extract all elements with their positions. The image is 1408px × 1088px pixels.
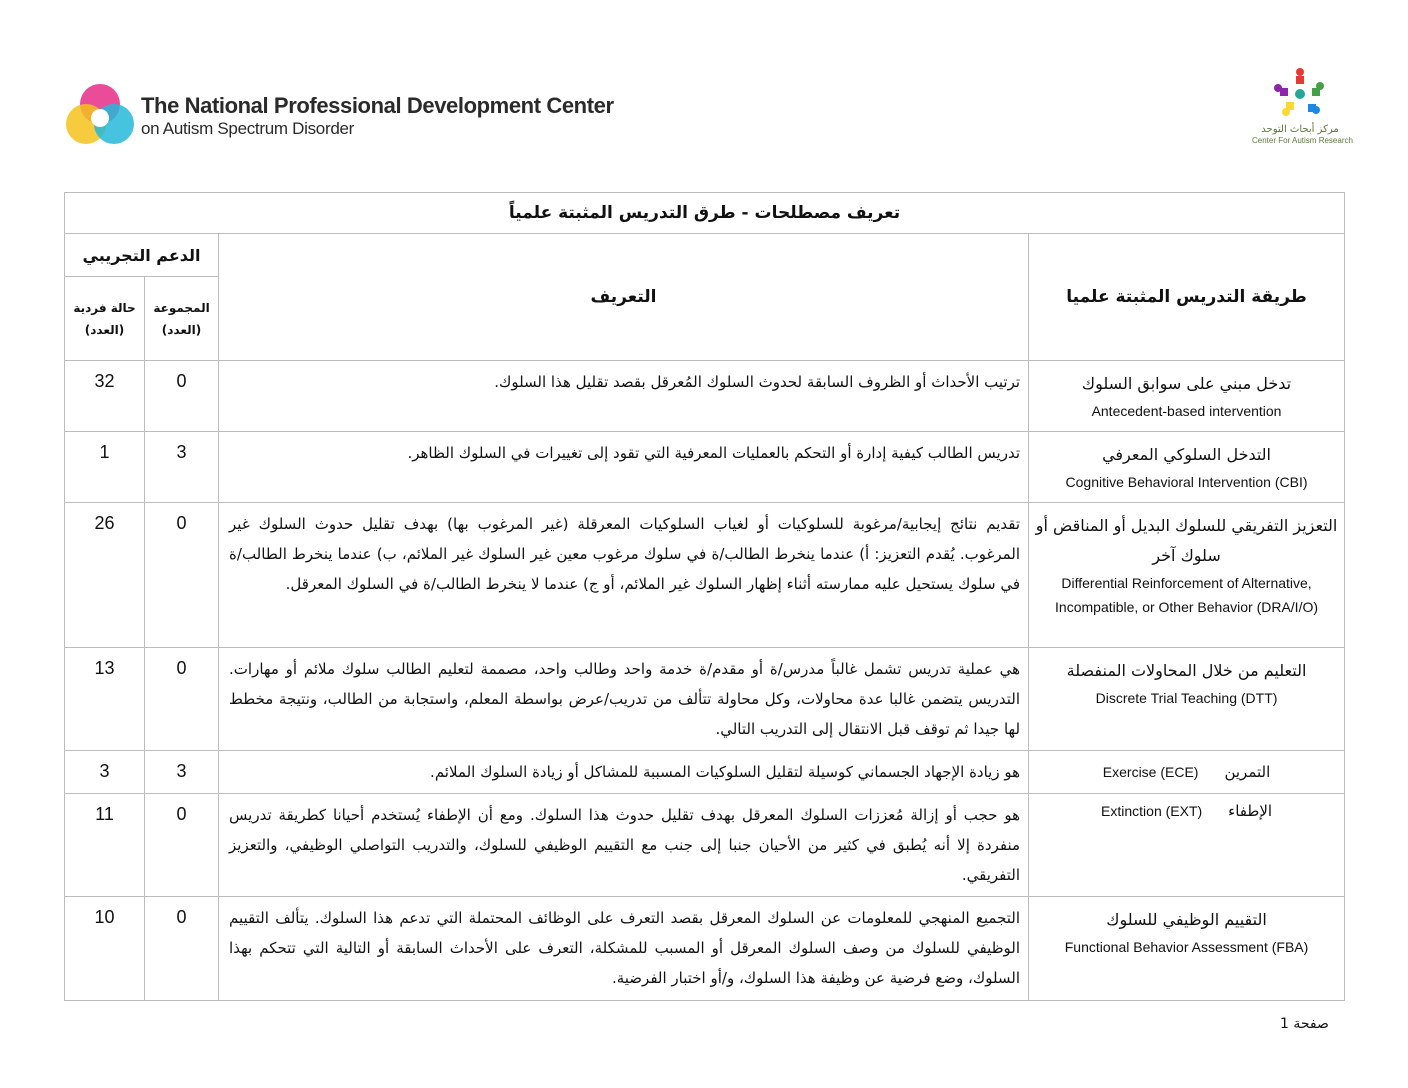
method-english: Discrete Trial Teaching (DTT): [1095, 690, 1278, 706]
method-english: Functional Behavior Assessment (FBA): [1064, 939, 1309, 955]
single-case-count: 1: [65, 432, 145, 503]
group-count: 3: [145, 432, 219, 503]
header-method: طريقة التدريس المثبتة علميا: [1029, 234, 1345, 361]
method-english: Cognitive Behavioral Intervention (CBI): [1065, 474, 1308, 490]
group-count: 0: [145, 648, 219, 751]
table-row: [65, 432, 1345, 503]
method-arabic: التقييم الوظيفي للسلوك: [1106, 910, 1267, 929]
table-row: [65, 751, 1345, 794]
method-arabic: التعزيز التفريقي للسلوك البديل أو المناقض أو سلوك آخر: [1035, 516, 1338, 565]
ebp-definitions-table: [64, 192, 1345, 1001]
table-row: [65, 794, 1345, 897]
group-count: 0: [145, 503, 219, 648]
method-cell: [1029, 432, 1345, 503]
table-title: تعريف مصطلحات - طرق التدريس المثبتة علمياً: [65, 193, 1345, 234]
method-cell: [1029, 897, 1345, 1001]
group-count: 3: [145, 751, 219, 794]
page-header: [0, 0, 1408, 170]
page-number: صفحة 1: [1280, 1016, 1329, 1032]
group-count: 0: [145, 361, 219, 432]
method-cell: [1029, 794, 1345, 897]
single-case-count: 26: [65, 503, 145, 648]
method-english: Exercise (ECE): [1102, 764, 1199, 780]
method-cell: [1029, 361, 1345, 432]
group-count: 0: [145, 794, 219, 897]
method-cell: [1029, 648, 1345, 751]
method-arabic: الإطفاء: [1228, 802, 1273, 820]
table-row: [65, 503, 1345, 648]
method-cell: [1029, 503, 1345, 648]
npdc-logo-icon: [66, 82, 136, 148]
car-puzzle-figures-icon: [1270, 64, 1330, 124]
single-case-count: 32: [65, 361, 145, 432]
method-arabic: التعليم من خلال المحاولات المنفصلة: [1066, 661, 1307, 680]
definition-cell: هو زيادة الإجهاد الجسماني كوسيلة لتقليل السلوكيات المسببة للمشاكل أو زيادة السلوك الملائم.: [219, 751, 1029, 794]
table-row: [65, 361, 1345, 432]
header-empirical-support: الدعم التجريبي: [65, 234, 219, 277]
npdc-subtitle: on Autism Spectrum Disorder: [141, 119, 354, 138]
method-english: Antecedent-based intervention: [1091, 403, 1282, 419]
table-row: [65, 897, 1345, 1001]
method-arabic: التمرين: [1224, 763, 1271, 781]
method-arabic: تدخل مبني على سوابق السلوك: [1081, 374, 1292, 393]
header-definition: التعريف: [219, 234, 1029, 361]
definition-cell: هي عملية تدريس تشمل غالباً مدرس/ة أو مقدم/ة خدمة واحد وطالب واحد، مصممة لتعليم الطالب سلوك ملائم أو مهارات. التدريس يتضمن غالبا عدة محاولات، وكل محاولة تتألف من تدريب/عرض بواسطة المعلم، واستجابة من الطالب، ونتيجة مخطط لها جيدا ثم توقف قبل الانتقال إلى التدريب التالي.: [219, 648, 1029, 751]
npdc-title: The National Professional Development Center: [141, 93, 614, 118]
definition-cell: تدريس الطالب كيفية إدارة أو التحكم بالعمليات المعرفية التي تقود إلى تغييرات في السلوك الظاهر.: [219, 432, 1029, 503]
table-row: [65, 648, 1345, 751]
definition-cell: هو حجب أو إزالة مُعززات السلوك المعرقل بهدف تقليل حدوث هذا السلوك. ومع أن الإطفاء يُستخدم أحيانا كطريقة تدريس منفردة إلا أنه يُطبق في كثير من الأحيان جنبا إلى جنب مع التقييم الوظيفي للسلوك، والتدريب التواصلي الوظيفي، والتعزيز التفريقي.: [219, 794, 1029, 897]
method-english: Differential Reinforcement of Alternative, Incompatible, or Other Behavior (DRA/I/O): [1055, 575, 1319, 615]
definition-cell: التجميع المنهجي للمعلومات عن السلوك المعرقل بقصد التعرف على الوظائف المحتملة التي تدعم هذا السلوك. يتألف التقييم الوظيفي للسلوك من وصف السلوك المعرقل أو المسبب للمشكلة، التعرف على الأحداث السابقة أو التالية التي تتحكم بهذا السلوك، وضع فرضية عن وظيفة هذا السلوك، و/أو اختبار الفرضية.: [219, 897, 1029, 1001]
car-logo-english: Center For Autism Research: [1252, 136, 1353, 145]
header-single-case-count: حالة فردية (العدد): [65, 277, 145, 361]
method-arabic: التدخل السلوكي المعرفي: [1102, 445, 1271, 464]
method-english: Extinction (EXT): [1101, 803, 1203, 819]
single-case-count: 10: [65, 897, 145, 1001]
car-logo-arabic: مركز أبحاث التوحد: [1261, 124, 1339, 135]
method-cell: [1029, 751, 1345, 794]
single-case-count: 11: [65, 794, 145, 897]
definition-cell: ترتيب الأحداث أو الظروف السابقة لحدوث السلوك المُعرقل بقصد تقليل هذا السلوك.: [219, 361, 1029, 432]
definition-cell: تقديم نتائج إيجابية/مرغوبة للسلوكيات أو لغياب السلوكيات المعرقلة (غير المرغوب بها) بهدف تقليل حدوث السلوك غير المرغوب. يُقدم التعزيز: أ) عندما ينخرط الطالب/ة في سلوك مرغوب معين غير السلوك غير الملائم، ب) عندما ينخرط الطالب/ة في سلوك يستحيل عليه ممارسته أثناء إظهار السلوك غير الملائم، أو ج) عندما لا ينخرط الطالب/ة في السلوك المعرقل.: [219, 503, 1029, 648]
single-case-count: 13: [65, 648, 145, 751]
single-case-count: 3: [65, 751, 145, 794]
header-group-count: المجموعة (العدد): [145, 277, 219, 361]
group-count: 0: [145, 897, 219, 1001]
car-logo: [1252, 64, 1353, 154]
